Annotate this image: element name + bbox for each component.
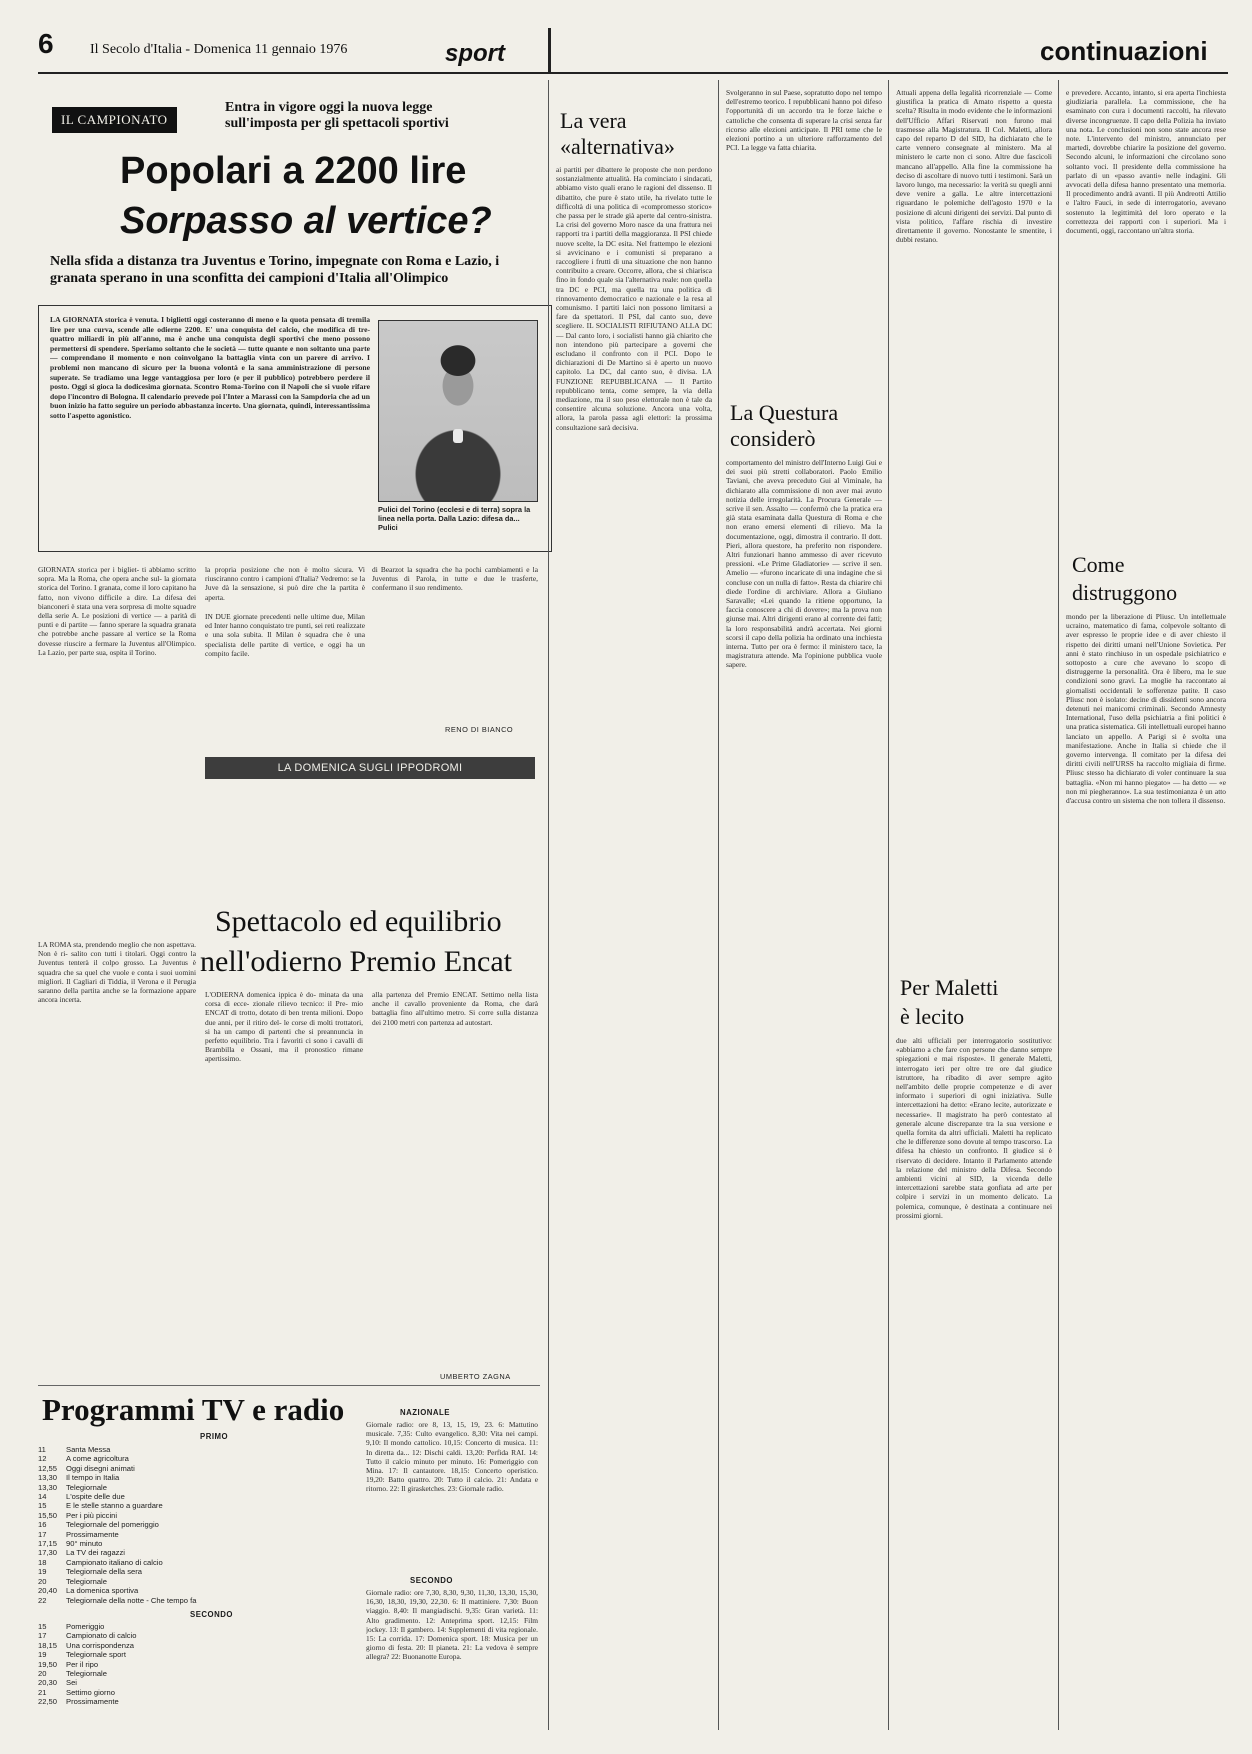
campionato-byline: RENO DI BIANCO (445, 725, 514, 734)
tv-row (38, 1622, 338, 1631)
distruggono-title-2: distruggono (1072, 580, 1178, 605)
tv-program: Il tempo in Italia (66, 1473, 120, 1483)
tv-row (38, 1520, 338, 1529)
tv-program: Telegiornale (66, 1482, 107, 1492)
masthead-rule (38, 72, 1228, 74)
maletti-title-1: Per Maletti (900, 975, 999, 1000)
tv-row (38, 1586, 338, 1595)
tv-row (38, 1511, 338, 1520)
ippodromi-byline: UMBERTO ZAGNA (440, 1372, 511, 1381)
campionato-standfirst: Nella sfida a distanza tra Juventus e Torino, impegnate con Roma e Lazio, i granata sperano in una sconfitta dei campioni d'Italia all'Olimpico (50, 254, 500, 286)
tv-time: 15 (38, 1622, 47, 1631)
tv-program: Campionato italiano di calcio (66, 1557, 163, 1567)
tv-time: 11 (38, 1445, 46, 1454)
campionato-title-1: Popolari a 2200 lire (120, 150, 467, 192)
tv-row (38, 1669, 338, 1678)
tv-time: 17 (38, 1529, 47, 1539)
questura-body: comportamento del ministro dell'Interno Luigi Gui e dei suoi più stretti collaboratori. Paolo Emilio Taviani, che aveva preceduto Gui al Viminale, ha dichiarato alla commissione di non aver mai avuto notizia delle irregolarità. La Procura Generale — scrive il sen. Assalto — confermò che la pratica era già stata esaminata dalla Questura di Roma e che non erano emersi elementi di rilievo. Ma la documentazione, oggi, dimostra il contrario. Il dott. Pieri, allora questore, ha preferito non rispondere. Altri funzionari hanno ammesso di aver ricevuto pressioni. «Le Prime Gladiatorie» — scrive il sen. Amelio — «furono incaricate di una indagine che si concluse con un nulla di fatto». Resta da chiarire chi diede l'ordine di archiviare. Allora a Giuliano Saravalle; «Lei quando la ritiene opportuno, la faccia conoscere a chi di dovere»; ma la prova non giunse mai. Altri dirigenti erano al corrente dei fatti; la loro responsabilità andrà accertata. Nei giorni scorsi il capo della polizia ha ordinato una inchiesta interna. Tutto per ora è fermo: il ministero tace, la magistratura attende. Ma l'opinione pubblica vuole sapere. (726, 458, 882, 670)
photo-caption: Pulici del Torino (ecclesi e di terra) sopra la linea nella porta. Dalla Lazio: difesa da... Pulici (378, 505, 531, 532)
tv-program: Telegiornale (66, 1576, 107, 1586)
tv-program: Campionato di calcio (66, 1631, 137, 1641)
tv-row (38, 1501, 338, 1510)
masthead-divider (548, 28, 551, 72)
tv-row (38, 1473, 338, 1482)
radio-nazionale-label: NAZIONALE (400, 1408, 450, 1417)
tv-program: Telegiornale della notte - Che tempo fa (66, 1595, 197, 1605)
tv-time: 12 (38, 1454, 47, 1464)
tv-row (38, 1492, 338, 1501)
tv-program: Prossimamente (66, 1697, 119, 1707)
tv-row (38, 1464, 338, 1473)
tv-row (38, 1539, 338, 1548)
vera-cont-body: Svolgeranno in sul Paese, sopratutto dopo nel tempo dell'estremo teorico. I repubblicani hanno poi difeso l'opportunità di un accordo tra le forze laiche e cattoliche che consenta di superare la crisi senza far ricorso alle elezioni anticipate. Il PRI teme che le elezioni portino a un ulteriore rafforzamento del PCI. La legge va fatta chiarita. (726, 88, 882, 153)
tv-row (38, 1660, 338, 1669)
tv-time: 22,50 (38, 1697, 58, 1707)
tv-row (38, 1697, 338, 1706)
campionato-body-1: GIORNATA storica per i bigliet- ti abbiamo scritto sopra. Ma la Roma, che opera anche sul- la giornata storica del Torino. I granata, come il loro capitano ha fatto, non vivono difficile a dire. La difesa dei bianconeri è stata una vera sorpresa di molte squadre della serie A. Le posizioni di vertice — a parità di punti e di partite — fanno sperare la squadra granata che potrebbe anche passare al vertice se la Roma dovesse riuscire a fermare la Juventus all'Olimpico. La Lazio, per parte sua, ospita il Torino. (38, 565, 196, 657)
campionato-kicker: IL CAMPIONATO (52, 107, 177, 133)
ippodromi-body-1: L'ODIERNA domenica ippica è do- minata da una corsa di ecce- zionale rilievo tecnico: il Pre- mio ENCAT di trotto, dotato di ben trenta milioni. Dopo due anni, per il ritiro del- le corse di molti trottatori, si ha un campo di partenti che si preannuncia in perfetto equilibrio. Tra i favoriti ci sono i cavalli di Brambilla e Ossani, ma il pronostico rimane apertissimo. (205, 990, 363, 1064)
tv-time: 18,15 (38, 1640, 58, 1650)
tv-row (38, 1631, 338, 1640)
tv-time: 15,50 (38, 1510, 58, 1520)
tv-program: Settimo giorno (66, 1687, 115, 1697)
questura-title-2: considerò (730, 426, 816, 451)
tv-time: 15 (38, 1501, 47, 1511)
tv-row (38, 1577, 338, 1586)
radio-nazionale-text: Giornale radio: ore 8, 13, 15, 19, 23. 6: Mattutino musicale. 7,35: Culto evangelico. 8,30: Vita nei campi. 9,10: Il mondo cattolico. 10,15: Concerto di musica. 11: In diretta da... 12: Dischi caldi. 13,20: Perfida RAI. 14: Tutto il calcio minuto per minuto. 16: Pomeriggio con Mina. 17: Il cantautore. 18,15: Concerto operistico. 19,20: Batto quattro. 20: Tutto il calcio. 21: Andata e ritorno. 22: Il girasketches. 23: Giornale radio. (366, 1420, 538, 1494)
tv-row (38, 1483, 338, 1492)
tv-time: 20,30 (38, 1678, 58, 1688)
tv-time: 22 (38, 1595, 47, 1605)
tv-time: 17,15 (38, 1539, 58, 1549)
tv-row (38, 1650, 338, 1659)
column-divider (548, 80, 549, 1730)
section-label-continuazioni: continuazioni (1040, 36, 1208, 66)
campionato-lead: LA GIORNATA storica è venuta. I biglietti oggi costeranno di meno e la quota pensata di tremila lire per una curva, scende alle odierne 2200. E' una conquista del calcio, che modifica di tre-quattro miliardi in più all'anno, ma è anche una conquista degli sportivi che meno possono permettersi di spendere. Speriamo soltanto che le società — tutte quante e non soltanto una parte — comprendano il momento e non coinvolgano la battaglia vinta con un parere di arrivo. I problemi non mancano di sicuro per la buona volontà e la sana amministrazione di persone superate. Se tradiamo una legge vantaggiosa per loro (e per il pubblico) potrebbero perdere il posto. Oggi si gioca la dodicesima giornata. Scontro Roma-Torino con il Napoli che si vuole rifare dopo l'incontro di Bologna. Il calendario prevede poi l'Inter a Marassi con la Sampdoria che ad un buon inizio ha fatto seguire un periodo abbastanza incerto. Una giornata, quindi, interessantissima sotto l'aspetto agonistico. (50, 315, 370, 420)
tv-secondo-label: SECONDO (190, 1610, 233, 1619)
maletti-top-body: Attuali appena della legalità ricorrenziale — Come giustifica la pratica di Amato rispetto a questa scelta? Risulta in modo evidente che le informazioni dell'Ufficio Affari Riservati non furono mai trasmesse alla Magistratura. Il Col. Maletti, allora capo del reparto D del SID, ha dichiarato che le carte vennero consegnate al ministero. Ma al ministero le carte non ci sono. Altre due fascicoli mancano all'appello. Alla fine la commissione ha deciso di ascoltare di nuovo tutti i testimoni. Sarà un lavoro lungo, ma necessario: la verità su quegli anni deve venire a galla. Le altre intercettazioni riguardano le polemiche dell'agosto 1970 e la posizione di alcuni dirigenti dei servizi. Dal punto di vista politico, l'affare rischia di investire direttamente il governo. Nonostante le smentite, i dubbi restano. (896, 88, 1052, 245)
campionato-body-4: IN DUE giornate precedenti nelle ultime due, Milan ed Inter hanno conquistato tre punti, sei reti realizzate e una sola subita. Il Milan è squadra che è una specialista delle partite di vertice, e oggi ha un compito facile. (205, 612, 365, 658)
tv-primo-list (38, 1445, 338, 1605)
maletti-title-2: è lecito (900, 1004, 965, 1029)
tv-program: Telegiornale della sera (66, 1567, 142, 1577)
vera-body: ai partiti per dibattere le proposte che non perdono sostanzialmente attualità. Ha cominciato i sindacati, abbiamo visto quali erano le ragioni del dissenso. Il dibattito, che pure è stato utile, ha rivelato tutte le difficoltà di una politica di «compromesso storico» che passa per le strade già aperte dal centro-sinistra. La crisi del governo Moro nasce da una frattura nei rapporti tra i partiti della maggioranza. Il PSI chiede nuove scelte, la DC esita. Nel frattempo le elezioni si avvicinano e i comunisti si preparano a raccogliere i frutti di una situazione che non hanno contribuito a creare. Occorre, allora, che si chiarisca fino in fondo quale sia l'alternativa reale: non quella tra DC e PCI, ma quella tra una politica di rinnovamento democratico e nazionale e la resa al comunismo. I partiti laici non possono limitarsi a fare da spettatori. Il PSI, dal canto suo, deve scegliere. IL SOCIALISTI RIFIUTANO ALLA DC — Dal canto loro, i socialisti hanno già chiarito che non intendono più partecipare a governi che escludano il confronto con il PCI. Dopo le dichiarazioni di De Martino si è aperto un nuovo capitolo. La DC, dal canto suo, è divisa. LA FUNZIONE REPUBBLICANA — Il Partito repubblicano tenta, come sempre, la via della mediazione, ma il suo peso elettorale non è tale da consentire alcuna soluzione. Ancora una volta, allora, la parola passa agli elettori: la prossima consultazione sarà decisiva. (556, 165, 712, 432)
tv-program: Santa Messa (66, 1445, 111, 1454)
tv-time: 18 (38, 1557, 47, 1567)
tv-program: E le stelle stanno a guardare (66, 1501, 163, 1511)
tv-time: 14 (38, 1492, 47, 1502)
questura-title-1: La Questura (730, 400, 839, 425)
tv-program: Una corrispondenza (66, 1640, 134, 1650)
distruggono-title-1: Come (1072, 552, 1125, 577)
tv-row (38, 1445, 338, 1454)
tv-program: Telegiornale del pomeriggio (66, 1520, 159, 1530)
tv-program: La TV dei ragazzi (66, 1548, 125, 1558)
ippodromi-title-2: nell'odierno Premio Encat (200, 945, 512, 978)
tv-time: 20 (38, 1576, 47, 1586)
tv-program: Pomeriggio (66, 1622, 105, 1631)
tv-primo-label: PRIMO (200, 1432, 229, 1441)
tv-program: A come agricoltura (66, 1454, 129, 1464)
column-divider (1058, 80, 1059, 1730)
tv-row (38, 1558, 338, 1567)
tv-time: 12,55 (38, 1463, 58, 1473)
radio-secondo-text: Giornale radio: ore 7,30, 8,30, 9,30, 11,30, 13,30, 15,30, 16,30, 18,30, 19,30, 22,30. 6: Il mattiniere. 7,30: Buon viaggio. 8,40: Il mangiadischi. 9,35: Gran varietà. 11: Alto gradimento. 12: Anteprima sport. 12,15: Film jockey. 13: Il gambero. 14: Supplementi di vita regionale. 15: La corrida. 17: Domenica sport. 18: Musica per un giorno di festa. 20: Il pianeta. 21: La vedova è sempre allegra? 22: Buonanotte Europa. (366, 1588, 538, 1662)
tv-row (38, 1567, 338, 1576)
jersey-emblem (453, 429, 463, 443)
campionato-body-2: LA ROMA sta, prendendo meglio che non aspettava. Non è ri- salito con tutti i titolari. Oggi contro la Juventus tenterà il colpo grosso. La Juventus è squadra che sa quel che vuole e conta i suoi uomini migliori. Il Cagliari di Tiddia, il Verona e il Perugia saranno della partita anche se la formazione appare ancora incerta. (38, 940, 196, 1005)
tv-row (38, 1641, 338, 1650)
tv-time: 17,30 (38, 1548, 58, 1558)
tv-row (38, 1688, 338, 1697)
tv-program: Oggi disegni animati (66, 1463, 135, 1473)
ippodromi-body-2: alla partenza del Premio ENCAT. Settimo nella lista anche il cavallo proveniente da Roma, che darà battaglia fino all'ultimo metro. Si corre sulla distanza dei 2100 metri con partenza ad autostart. (372, 990, 538, 1027)
tv-time: 13,30 (38, 1473, 58, 1483)
tv-time: 21 (38, 1687, 47, 1697)
tv-row (38, 1454, 338, 1463)
tv-time: 19 (38, 1650, 47, 1660)
tv-time: 19 (38, 1567, 47, 1577)
tv-time: 17 (38, 1631, 47, 1641)
tv-time: 20 (38, 1669, 47, 1679)
maletti-body: due alti ufficiali per interrogatorio sostitutivo: «abbiamo a che fare con persone che danno sempre spiegazioni e mai risposte». Il generale Maletti, interrogato ieri per oltre tre ore dal giudice istruttore, ha ribadito di aver sempre agito nell'ambito delle proprie competenze e di aver informato i superiori di ogni iniziativa. Sulle intercettazioni ha detto: «Erano lecite, autorizzate e necessarie». Il magistrato ha però contestato al generale alcune discrepanze tra la sua versione e quella fornita da altri ufficiali. Maletti ha replicato che le differenze sono dovute al tempo trascorso. La difesa ha chiesto un confronto. Il giudice si è riservato di decidere. Intanto il Parlamento attende la relazione del ministro della Difesa. Secondo ambienti vicini al SID, la vicenda delle intercettazioni sarebbe stata gonfiata ad arte per colpire i servizi in un momento delicato. La polemica, comunque, è destinata a continuare nei prossimi giorni. (896, 1036, 1052, 1220)
tv-program: La domenica sportiva (66, 1586, 139, 1596)
tv-title: Programmi TV e radio (42, 1392, 345, 1427)
tv-program: 90° minuto (66, 1539, 103, 1549)
section-label-sport: sport (445, 40, 505, 67)
tv-program: Prossimamente (66, 1529, 119, 1539)
radio-secondo-label: SECONDO (410, 1576, 453, 1585)
tv-row (38, 1530, 338, 1539)
tv-program: Sei (66, 1678, 77, 1688)
tv-program: Per il ripo (66, 1659, 99, 1669)
tv-program: L'ospite delle due (66, 1492, 125, 1502)
distruggono-body: mondo per la liberazione di Pliusc. Un intellettuale ucraino, matematico di fama, colpevole soltanto di aver espresso le proprie idee e di aver chiesto il rispetto dei diritti umani nell'Unione Sovietica. Per anni è stato rinchiuso in un ospedale psichiatrico e sottoposto a cure che avevano lo scopo di distruggerne la personalità. Ora è libero, ma le sue condizioni sono gravi. La moglie ha raccontato ai giornalisti occidentali le sofferenze patite. Il caso Pliusc non è isolato: decine di dissidenti sono ancora detenuti nei manicomi criminali. Secondo Amnesty International, l'uso della psichiatria a fini politici è una pratica sistematica. Gli intellettuali europei hanno lanciato un appello. A Parigi si è svolta una manifestazione. Anche in Italia si chiede che il governo intervenga. Il comitato per la difesa dei diritti civili nell'URSS ha raccolto migliaia di firme. Pliusc stesso ha dichiarato di voler continuare la sua battaglia. «Non mi hanno piegato» — ha detto — «e non mi piegheranno». La sua testimonianza è un atto d'accusa contro un sistema che non tollera il dissenso. (1066, 612, 1226, 806)
ippodromi-title-1: Spettacolo ed equilibrio (215, 905, 502, 938)
campionato-body-3: la propria posizione che non è molto sicura. Vi riusciranno contro i campioni d'Italia? Vedremo: se la Juve dà la sensazione, si può dire che la partita è aperta. (205, 565, 365, 602)
ippodromi-section-label: LA DOMENICA SUGLI IPPODROMI (205, 757, 535, 779)
tv-program: Telegiornale (66, 1669, 107, 1679)
campionato-title-2: Sorpasso al vertice? (120, 200, 492, 242)
tv-top-rule (38, 1385, 540, 1386)
tv-program: Per i più piccini (66, 1510, 118, 1520)
tv-secondo-list (38, 1622, 338, 1707)
right-top-body: e prevedere. Accanto, intanto, si era aperta l'inchiesta giudiziaria parallela. La commissione, che ha esaminato con cura i documenti raccolti, ha rilevato diverse incongruenze. Il capo della Polizia ha inviato una nota. Le conclusioni non sono state ancora rese note. L'intervento del ministro, annunciato per martedì, dovrebbe chiarire la posizione del governo. Secondo alcuni, le informazioni che circolano sono soltanto voci. Il presidente della commissione ha parlato di un «passo avanti» nelle indagini. Gli avvocati della difesa hanno presentato una memoria. Il procedimento andrà avanti. Il più Andreotti Attilio e l'altro Fauci, in sede di interrogatorio, avevano sostenuto la legittimità del loro operato e la correttezza dei rapporti con i superiori. Ma i documenti, oggi, raccontano un'altra storia. (1066, 88, 1226, 236)
tv-time: 16 (38, 1520, 47, 1530)
campionato-body-5: di Bearzot la squadra che ha pochi cambiamenti e la Juventus di Parola, in tutte e due le trasferte, confermano il suo rendimento. (372, 565, 538, 593)
tv-row (38, 1548, 338, 1557)
vera-title-2: «alternativa» (560, 134, 675, 159)
tv-time: 19,50 (38, 1659, 58, 1669)
column-divider (718, 80, 719, 1730)
player-photo (378, 320, 538, 502)
paper-dateline: Il Secolo d'Italia - Domenica 11 gennaio 1976 (90, 42, 348, 57)
tv-time: 20,40 (38, 1586, 58, 1596)
tv-program: Telegiornale sport (66, 1650, 126, 1660)
tv-row (38, 1678, 338, 1687)
column-divider (888, 80, 889, 1730)
tv-time: 13,30 (38, 1482, 58, 1492)
vera-title-1: La vera (560, 108, 627, 133)
page-number: 6 (38, 28, 54, 59)
tv-row (38, 1596, 338, 1605)
campionato-subhead: Entra in vigore oggi la nuova legge sull'imposta per gli spettacoli sportivi (225, 100, 449, 131)
